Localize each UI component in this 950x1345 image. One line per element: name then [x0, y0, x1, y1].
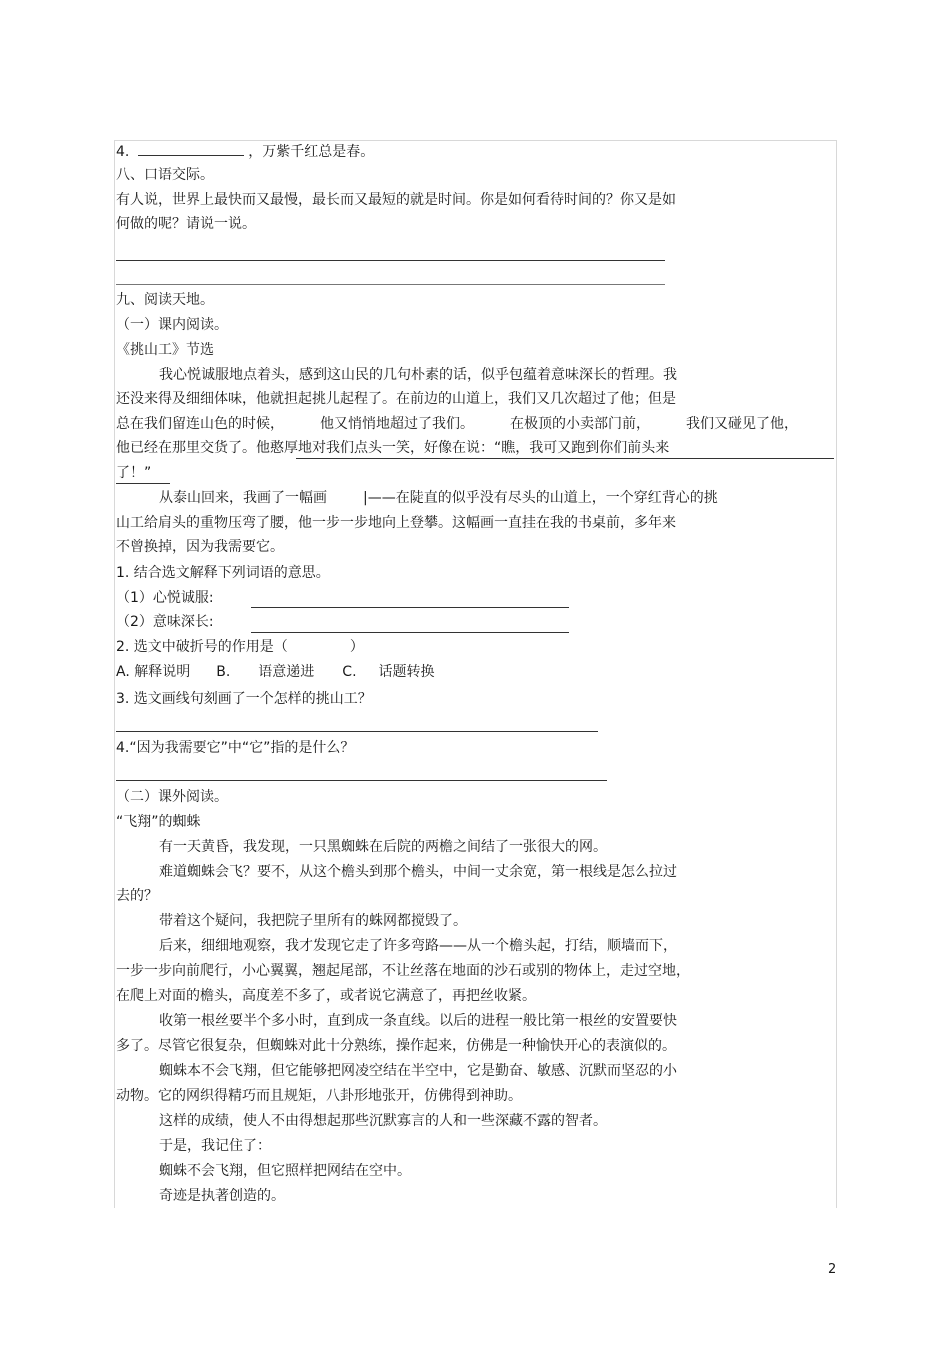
passage-2-line-9: 多了。尽管它很复杂，但蜘蛛对此十分熟练，操作起来，仿佛是一种愉快开心的表演似的。: [116, 1038, 676, 1054]
question-3: 3. 选文画线句刻画了一个怎样的挑山工？: [116, 691, 372, 707]
passage-1-line-4: 他已经在那里交货了。他憨厚地对我们点头一笑，好像在说：“瞧，我可又跑到你们前头来: [116, 440, 670, 456]
passage-2-line-10: 蜘蛛本不会飞翔，但它能够把网凌空结在半空中，它是勤奋、敏感、沉默而坚忍的小: [159, 1063, 677, 1079]
passage-text: 我们又碰见了他，: [686, 416, 798, 432]
passage-2-line-8: 收第一根丝要半个多小时，直到成一条直线。以后的进程一般比第一根丝的安置要快: [159, 1013, 677, 1029]
section-8-heading: 八、口语交际。: [116, 167, 214, 183]
section-8-prompt-line-1: 有人说，世界上最快而又最慢，最长而又最短的就是时间。你是如何看待时间的？你又是如: [116, 192, 676, 208]
answer-line-q3[interactable]: [116, 731, 598, 732]
passage-1-line-5: 了！”: [116, 465, 152, 481]
passage-1-title: 《挑山工》节选: [116, 342, 214, 358]
option-b-text[interactable]: 语意递进: [258, 664, 315, 680]
page-frame-right: [836, 140, 837, 1208]
page-frame-left: [114, 140, 115, 1208]
section-9-heading: 九、阅读天地。: [116, 292, 214, 308]
part-1-heading: （一）课内阅读。: [116, 317, 228, 333]
section-8-prompt-line-2: 何做的呢？请说一说。: [116, 216, 256, 232]
passage-text: 在极顶的小卖部门前，: [510, 416, 650, 432]
passage-2-title: “飞翔”的蜘蛛: [116, 814, 201, 830]
answer-line-q1a[interactable]: [251, 607, 569, 608]
passage-1-line-7: 山工给肩头的重物压弯了腰，他一步一步地向上登攀。这幅画一直挂在我的书桌前，多年来: [116, 515, 676, 531]
passage-2-line-11: 动物。它的网织得精巧而且规矩，八卦形地张开，仿佛得到神助。: [116, 1088, 522, 1104]
passage-2-line-14: 蜘蛛不会飞翔，但它照样把网结在空中。: [159, 1163, 411, 1179]
question-4: 4.“因为我需要它”中“它”指的是什么？: [116, 740, 355, 756]
question-text: ）: [349, 639, 364, 655]
passage-2-line-12: 这样的成绩，使人不由得想起那些沉默寡言的人和一些深藏不露的智者。: [159, 1113, 607, 1129]
question-1b-label: （2）意味深长:: [116, 614, 214, 630]
passage-2-line-13: 于是，我记住了：: [159, 1138, 271, 1154]
item-number: 4.: [116, 144, 130, 160]
question-2: [116, 637, 364, 657]
question-1: 1. 结合选文解释下列词语的意思。: [116, 565, 330, 581]
question-1a-label: （1）心悦诚服:: [116, 590, 214, 606]
passage-text: 从泰山回来，我画了一幅画: [159, 490, 327, 506]
passage-text: 总在我们留连山色的时候，: [116, 416, 284, 432]
page-number: 2: [828, 1262, 837, 1277]
passage-1-line-2: 还没来得及细细体味，他就担起挑儿起程了。在前边的山道上，我们又几次超过了他；但是: [116, 391, 676, 407]
passage-1-line-8: 不曾换掉，因为我需要它。: [116, 539, 284, 555]
passage-1-line-1: 我心悦诚服地点着头，感到这山民的几句朴素的话，似乎包蕴着意味深长的哲理。我: [159, 367, 677, 383]
passage-2-line-6: 一步一步向前爬行，小心翼翼，翘起尾部，不让丝落在地面的沙石或别的物体上，走过空地，: [116, 963, 690, 979]
passage-2-line-15: 奇迹是执著创造的。: [159, 1188, 285, 1204]
part-2-heading: （二）课外阅读。: [116, 789, 228, 805]
passage-text: 他又悄悄地超过了我们。: [320, 416, 474, 432]
passage-1-line-3: [116, 414, 798, 434]
passage-text: |——在陡直的似乎没有尽头的山道上，一个穿红背心的挑: [363, 490, 718, 506]
underline-mark: [296, 458, 834, 459]
answer-line-1[interactable]: [116, 260, 665, 261]
passage-2-line-3: 去的？: [116, 888, 158, 904]
question-2-options: [116, 662, 435, 682]
answer-line-q1b[interactable]: [251, 632, 569, 633]
passage-2-line-5: 后来，细细地观察，我才发现它走了许多弯路——从一个檐头起，打结，顺墙而下，: [159, 938, 677, 954]
answer-line-2[interactable]: [116, 284, 665, 285]
fill-blank-item-4: [116, 141, 374, 162]
option-c-text[interactable]: 话题转换: [378, 664, 435, 680]
underline-mark: [116, 483, 170, 484]
passage-2-line-7: 在爬上对面的檐头，高度差不多了，或者说它满意了，再把丝收紧。: [116, 988, 536, 1004]
question-text: 2. 选文中破折号的作用是（: [116, 639, 288, 655]
passage-2-line-1: 有一天黄昏，我发现，一只黑蜘蛛在后院的两檐之间结了一张很大的网。: [159, 839, 607, 855]
answer-blank[interactable]: [138, 141, 244, 156]
passage-1-line-6: [159, 488, 718, 508]
passage-2-line-4: 带着这个疑问，我把院子里所有的蛛网都搅毁了。: [159, 913, 467, 929]
option-a[interactable]: A. 解释说明: [116, 664, 191, 680]
passage-2-line-2: 难道蜘蛛会飞？要不，从这个檐头到那个檐头，中间一丈余宽，第一根线是怎么拉过: [159, 864, 677, 880]
option-b-label[interactable]: B.: [216, 664, 231, 680]
option-c-label[interactable]: C.: [342, 664, 357, 680]
answer-line-q4[interactable]: [116, 780, 607, 781]
poem-line-text: ，万紫千红总是春。: [248, 144, 375, 160]
